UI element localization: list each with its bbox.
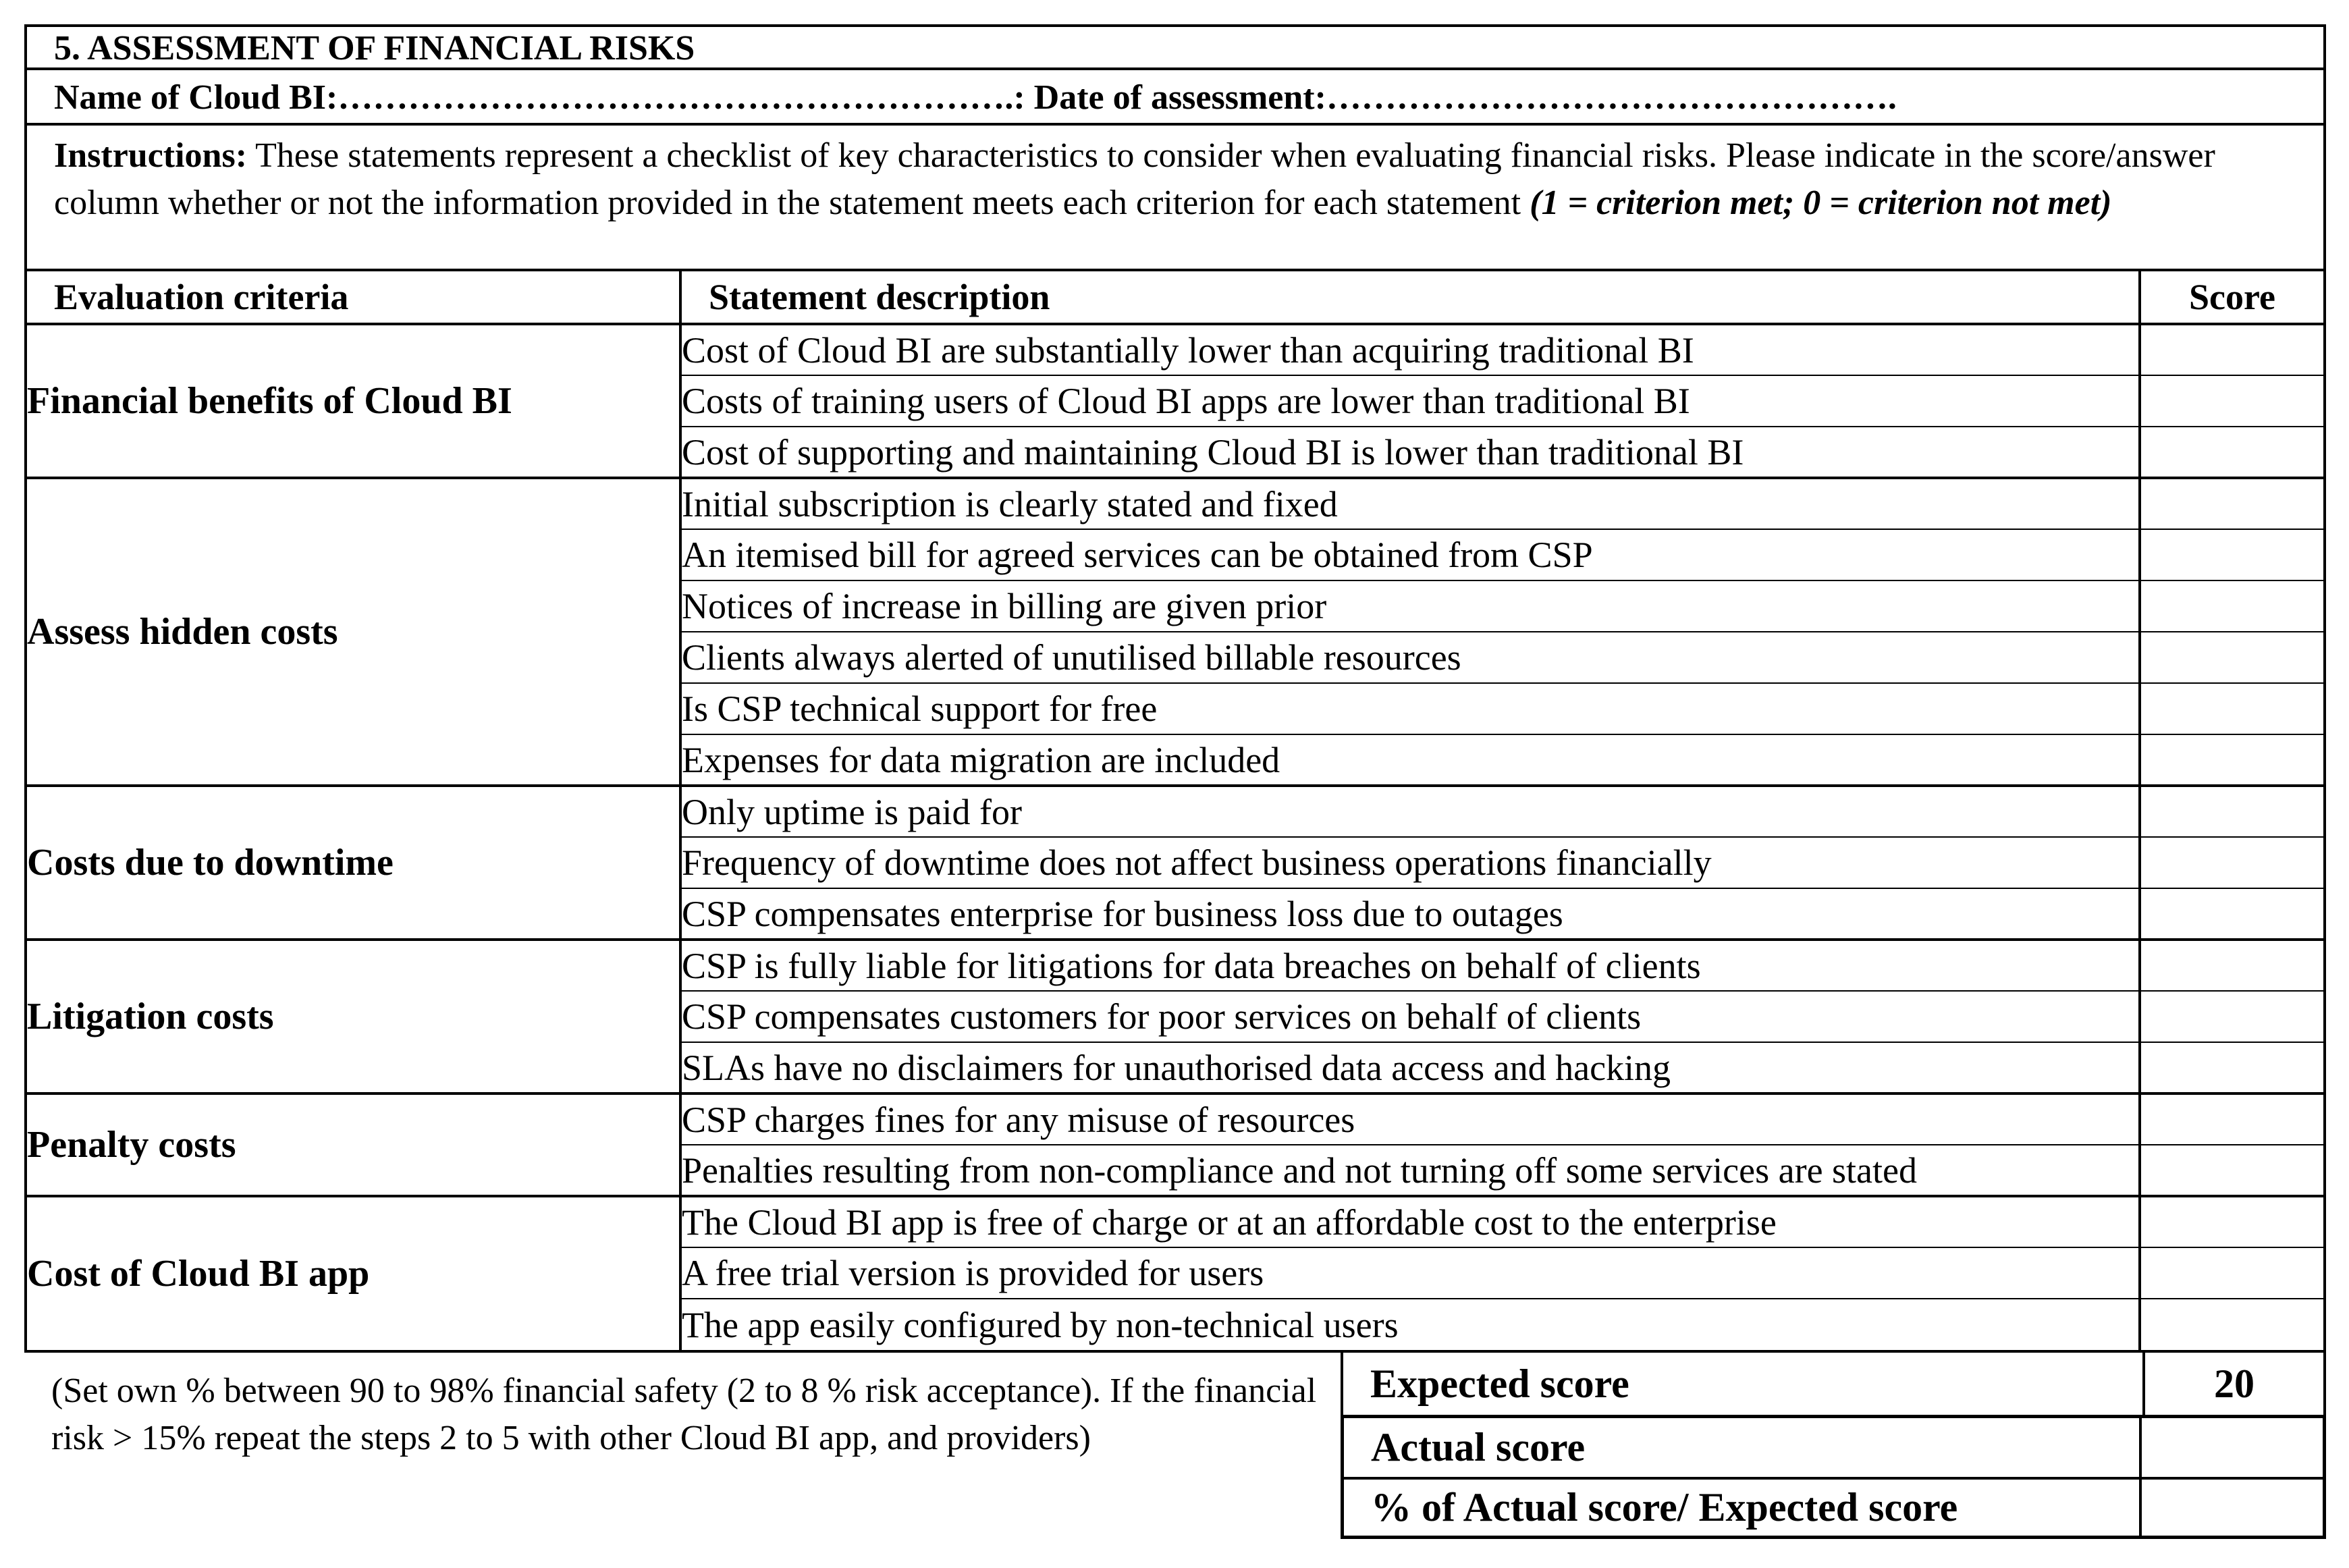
date-field[interactable]: …………………………………………. — [1326, 78, 1897, 117]
instructions — [27, 126, 2323, 271]
table-row — [27, 324, 2323, 375]
criteria-table — [27, 271, 2323, 1350]
statement-cell: Only uptime is paid for — [680, 786, 2140, 837]
header-score: Score — [2140, 271, 2323, 324]
score-cell[interactable] — [2140, 1299, 2323, 1350]
score-cell[interactable] — [2140, 837, 2323, 888]
score-cell[interactable] — [2140, 478, 2323, 529]
table-row — [27, 1093, 2323, 1145]
percent-score-cell[interactable] — [2139, 1480, 2323, 1536]
score-cell[interactable] — [2140, 375, 2323, 427]
criterion-cell: Assess hidden costs — [27, 478, 680, 786]
risk-note: (Set own % between 90 to 98% financial safety (2 to 8 % risk acceptance). If the financial risk > 15% repeat the steps 2 to 5 with other Cloud BI app, and providers) — [51, 1372, 1317, 1457]
statement-cell: Cost of supporting and maintaining Cloud BI is lower than traditional BI — [680, 427, 2140, 478]
score-cell[interactable] — [2140, 580, 2323, 632]
table-row — [27, 478, 2323, 529]
score-summary — [1341, 1353, 2326, 1539]
statement-cell: Notices of increase in billing are given prior — [680, 580, 2140, 632]
instructions-text: These statements represent a checklist of key characteristics to consider when evaluating financial risks. Please indicate in the score/answer column whether or not the information provided in the statement meets each criterion for each statement — [54, 136, 2215, 222]
score-cell[interactable] — [2140, 632, 2323, 683]
percent-score-row — [1341, 1477, 2326, 1539]
criterion-cell: Penalty costs — [27, 1093, 680, 1196]
expected-score-value: 20 — [2142, 1353, 2326, 1415]
statement-cell: Costs of training users of Cloud BI apps are lower than traditional BI — [680, 375, 2140, 427]
header-statement-description: Statement description — [680, 271, 2140, 324]
statement-cell: Penalties resulting from non-compliance and not turning off some services are stated — [680, 1145, 2140, 1196]
score-cell[interactable] — [2140, 940, 2323, 991]
cloud-bi-name-field[interactable]: ………………………………………………….: — [338, 78, 1025, 117]
criterion-cell: Costs due to downtime — [27, 786, 680, 940]
cloud-bi-name-label: Name of Cloud BI: — [54, 78, 338, 117]
score-cell[interactable] — [2140, 786, 2323, 837]
financial-risk-assessment-form — [24, 24, 2326, 1542]
statement-cell: CSP is fully liable for litigations for data breaches on behalf of clients — [680, 940, 2140, 991]
form-footer — [24, 1353, 2326, 1542]
actual-score-row — [1341, 1415, 2326, 1477]
score-cell[interactable] — [2140, 324, 2323, 375]
criterion-cell: Financial benefits of Cloud BI — [27, 324, 680, 478]
score-cell[interactable] — [2140, 888, 2323, 940]
score-cell[interactable] — [2140, 427, 2323, 478]
table-row — [27, 786, 2323, 837]
criterion-cell: Litigation costs — [27, 940, 680, 1093]
score-cell[interactable] — [2140, 1093, 2323, 1145]
statement-cell: The app easily configured by non-technical users — [682, 1304, 1399, 1345]
statement-cell: A free trial version is provided for users — [680, 1247, 2140, 1299]
statement-cell: The Cloud BI app is free of charge or at an affordable cost to the enterprise — [680, 1196, 2140, 1247]
table-row — [27, 940, 2323, 991]
percent-score-label: % of Actual score/ Expected score — [1371, 1485, 1958, 1530]
score-cell[interactable] — [2140, 1247, 2323, 1299]
statement-cell: Is CSP technical support for free — [680, 683, 2140, 734]
header-evaluation-criteria: Evaluation criteria — [27, 271, 680, 324]
statement-cell: CSP compensates customers for poor services on behalf of clients — [680, 991, 2140, 1042]
form-box — [24, 24, 2326, 1353]
statement-cell: Expenses for data migration are included — [680, 734, 2140, 786]
expected-score-row — [1341, 1353, 2326, 1415]
statement-cell: An itemised bill for agreed services can be obtained from CSP — [680, 529, 2140, 580]
score-cell[interactable] — [2140, 1196, 2323, 1247]
instructions-label: Instructions: — [54, 136, 248, 175]
form-title: 5. ASSESSMENT OF FINANCIAL RISKS — [27, 27, 2323, 70]
table-row — [27, 1196, 2323, 1247]
date-label: Date of assessment: — [1033, 78, 1326, 117]
statement-cell: Cost of Cloud BI are substantially lower than acquiring traditional BI — [680, 324, 2140, 375]
name-date-line — [27, 70, 2323, 126]
score-cell[interactable] — [2140, 1145, 2323, 1196]
score-cell[interactable] — [2140, 529, 2323, 580]
statement-cell: Initial subscription is clearly stated and fixed — [680, 478, 2140, 529]
statement-cell: SLAs have no disclaimers for unauthorised data access and hacking — [680, 1042, 2140, 1093]
score-cell[interactable] — [2140, 991, 2323, 1042]
statement-cell: Frequency of downtime does not affect business operations financially — [680, 837, 2140, 888]
expected-score-label: Expected score — [1370, 1361, 1629, 1406]
score-cell[interactable] — [2140, 1042, 2323, 1093]
score-cell[interactable] — [2140, 734, 2323, 786]
statement-cell: CSP charges fines for any misuse of resources — [680, 1093, 2140, 1145]
actual-score-cell[interactable] — [2139, 1418, 2323, 1477]
score-cell[interactable] — [2140, 683, 2323, 734]
criterion-cell: Cost of Cloud BI app — [27, 1196, 680, 1350]
actual-score-label: Actual score — [1371, 1425, 1586, 1469]
instructions-legend: (1 = criterion met; 0 = criterion not met) — [1530, 184, 2112, 222]
statement-cell: Clients always alerted of unutilised billable resources — [680, 632, 2140, 683]
statement-cell: CSP compensates enterprise for business loss due to outages — [680, 888, 2140, 940]
